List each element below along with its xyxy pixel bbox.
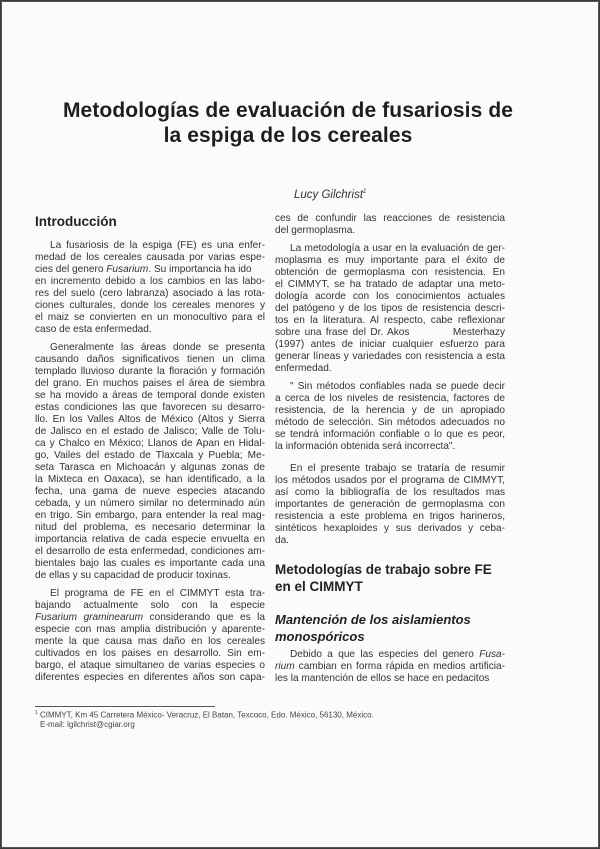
text-line: les la mantención de ellos se hace en pedacitos	[275, 673, 490, 684]
italic-term: Fusarium	[106, 264, 149, 275]
text-line: ces de confundir las reacciones de resistencia	[275, 213, 505, 224]
section-heading-metodologias-line-1: Metodologías de trabajo sobre FE	[275, 562, 492, 577]
text-line: estas condiciones las que favorecen su desarro-	[35, 402, 265, 413]
text-line: En el presente trabajo se trataría de resumir	[290, 463, 505, 474]
text-line: del grano. En muchos paises el área de siembra	[35, 378, 265, 389]
text-line	[35, 612, 265, 624]
text-line: seta Tarasca en Michoacán y algunas zonas de	[35, 462, 265, 473]
subsection-heading-line-2: monospóricos	[275, 629, 365, 644]
subsection-heading-line-1: Mantención de los aislamientos	[275, 612, 471, 627]
text-line: generar líneas y variedades con resistencia a esta	[275, 351, 505, 362]
text-span: cies del genero	[35, 264, 107, 275]
text-span: considerando que es la	[143, 612, 265, 623]
text-line: cultivados en los paises en desarrollo. Sin em-	[35, 648, 265, 659]
author-name: Lucy Gilchrist	[294, 189, 364, 201]
document-page	[1, 1, 599, 848]
text-line: cebada, y un número similar no determinado aún	[35, 498, 265, 509]
text-line: a cerca de los niveles de resistencia, factores de	[275, 393, 505, 404]
text-line: la información obtenida será incorrecta".	[275, 441, 456, 452]
text-line: tos en la literatura. Al respecto, cabe reflexionar	[275, 315, 505, 326]
text-line: da.	[275, 535, 290, 546]
footnote-mark: 1	[35, 710, 38, 716]
text-line: importantes de generación de germoplasma con	[275, 499, 505, 510]
footnote-line-2: E-mail: lgilchrist@cgiar.org	[40, 720, 135, 729]
italic-term: Fusa-	[479, 649, 505, 660]
text-span: . Su importancia ha ido	[148, 264, 252, 275]
text-line: los métodos usados por el programa de CIMMYT,	[275, 475, 505, 486]
text-line: de Jalisco en el estado de Jalisco; Valle de Tolu-	[35, 426, 265, 437]
text-line: así como la bibliografía de los resultados mas	[275, 487, 505, 498]
text-line: de ellas y su capacidad de producir toxinas.	[35, 570, 231, 581]
text-line: mente la que causa mas daño en los cereales	[35, 636, 265, 647]
text-line: llo. En los Valles Altos de México (Altos y Sierra	[35, 414, 265, 425]
text-line: sintéticos hexaploides y sus derivados y ceba-	[275, 523, 505, 534]
text-line: Generalmente las áreas donde se presenta	[50, 342, 265, 353]
text-line: obtención de germoplasma con resistencia. En	[275, 267, 505, 278]
text-line: en incremento debido a los cambios en las labo-	[35, 276, 265, 287]
text-line: bargo, el ataque simultaneo de varias especies o	[35, 660, 265, 671]
text-line: del germoplasma.	[275, 225, 356, 236]
text-line: especie con mas amplia distribución y aparente-	[35, 624, 265, 635]
footnote-text: CIMMYT, Km 45 Carretera México- Veracruz, El Batan, Texcoco, Edo. México, 56130, México.	[37, 710, 374, 720]
text-line: bajando actualmente solo con la especie	[35, 600, 265, 611]
text-line: res del suelo (cero labranza) asociado a las rota-	[35, 288, 265, 299]
text-line: enfermedad.	[275, 363, 332, 374]
text-line: ca y Chalco en México; Llanos de Apan en Hidal-	[35, 438, 265, 449]
text-line: templado lluvioso durante la floración y formación	[35, 366, 265, 377]
text-line: método de selección. Sin métodos adecuados no	[275, 417, 505, 428]
text-line: bientales bajo las cuales es importante cada una	[35, 558, 265, 569]
text-line: resistencia, de la herencia y de un apropiado	[275, 405, 505, 416]
text-line: medad de los cereales causada por varias espe-	[35, 252, 265, 263]
text-line: (1997) antes de iniciar cualquier esfuerzo para	[275, 339, 505, 350]
paper-title-line-2: la espiga de los cereales	[163, 124, 413, 147]
text-line: La metodología a usar en la evaluación de ger-	[290, 243, 505, 254]
section-heading-introduccion: Introducción	[35, 214, 117, 229]
text-line: El programa de FE en el CIMMYT esta tra-	[50, 588, 265, 599]
text-line: resistencia a este problema en trigos harineros,	[275, 511, 505, 522]
text-line: sobre una frase del Dr. Akos Mesterhazy	[275, 327, 505, 338]
text-line: el CIMMYT, se ha tratado de adaptar una meto-	[275, 279, 505, 290]
italic-term: rium	[275, 661, 295, 672]
text-line: " Sin métodos confiables nada se puede decir	[290, 381, 505, 392]
text-line: diferentes especies en diferentes años son capa-	[35, 672, 265, 683]
text-line: caso de esta enfermedad.	[35, 324, 152, 335]
text-line: go, Vailes del estado de Tlaxcala y Puebla; Me-	[35, 450, 265, 461]
text-line: el maiz se convierten en un monocultivo para el	[35, 312, 265, 323]
author	[294, 189, 366, 201]
text-line: moplasma es muy importante para el éxito de	[275, 255, 505, 266]
section-heading-metodologias-line-2: en el CIMMYT	[275, 579, 363, 594]
text-line	[275, 649, 505, 661]
text-line: en trigo. Sin embargo, para entender la real mag-	[35, 510, 265, 521]
text-line: ciones culturales, donde los cereales menores y	[35, 300, 265, 311]
text-line: se tendrá información confiable o lo que es peor,	[275, 429, 505, 440]
text-line: importancia relativa de cada especie envuelta en	[35, 534, 265, 545]
italic-term: Fusarium graminearum	[35, 612, 144, 623]
text-line: fecha, una gama de nueve especies atacando	[35, 486, 265, 497]
text-line: el desarrollo de esta enfermedad, condiciones am-	[35, 546, 265, 557]
text-span: cambian en forma rápida en medios artificia-	[294, 661, 505, 672]
text-line: dología acorde con los conocimientos actuales	[275, 291, 505, 302]
text-line: nitud del problema, es necesario determinar la	[35, 522, 265, 533]
author-footnote-mark: 1	[363, 189, 367, 196]
text-line: La fusariosis de la espiga (FE) es una enfer-	[50, 240, 265, 251]
text-span: Debido a que las especies del genero	[290, 649, 480, 660]
text-line: se ha movido a áreas de temporal donde existen	[35, 390, 265, 401]
footnote-line-1	[35, 710, 374, 720]
text-line: la Mixteca en Oaxaca), se han identificado, a la	[35, 474, 265, 485]
text-line: del patógeno y de los tipos de resistencia descri-	[275, 303, 505, 314]
paper-title-line-1: Metodologías de evaluación de fusariosis de	[62, 99, 514, 122]
footnote-divider	[35, 706, 215, 707]
text-line	[275, 661, 505, 673]
text-line	[35, 264, 265, 276]
text-line: causando daños significativos tienen un clima	[35, 354, 265, 365]
